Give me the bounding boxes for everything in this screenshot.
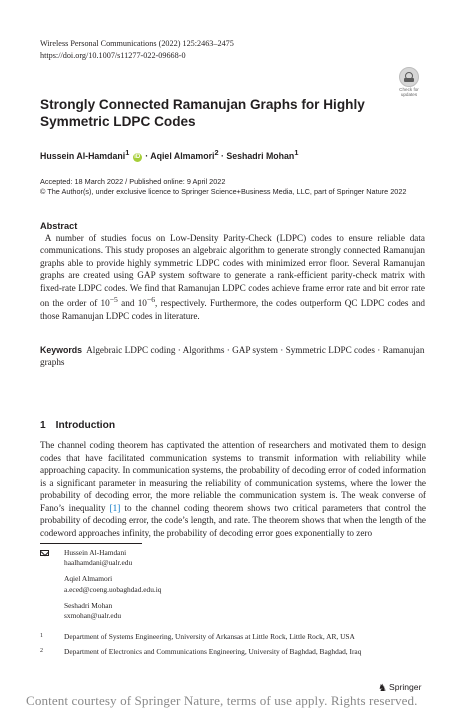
abstract-body	[40, 232, 425, 322]
affiliation-entry	[40, 647, 410, 657]
contact-email[interactable]: a.eced@coeng.uobaghdad.edu.iq	[64, 584, 162, 594]
publication-history	[40, 177, 406, 197]
section-number: 1	[40, 420, 46, 431]
affiliation-number: 1	[40, 633, 43, 639]
keywords-label: Keywords	[40, 345, 83, 355]
contact-entry	[40, 574, 162, 594]
affiliation-number: 2	[40, 648, 43, 654]
author-name[interactable]: Seshadri Mohan	[226, 150, 295, 161]
author-list: Hussein Al-Hamdani$^1$ iD · Aqiel Almamori$^2$ · Seshadri Mohan$^1$	[40, 148, 299, 161]
citation-link[interactable]: [1]	[109, 502, 121, 513]
abstract-exponent-1: −5	[109, 295, 118, 305]
contact-list	[40, 548, 162, 627]
keywords-block	[40, 344, 425, 369]
author-affiliation-mark: 1	[125, 148, 130, 157]
affiliation-text: Department of Electronics and Communications Engineering, University of Baghdad, Baghdad, Iraq	[64, 647, 362, 656]
author-name[interactable]: Hussein Al-Hamdani	[40, 150, 126, 161]
check-for-updates-icon	[399, 67, 419, 87]
affiliation-text: Department of Systems Engineering, University of Arkansas at Little Rock, Little Rock, AR, USA	[64, 632, 355, 641]
journal-header	[40, 38, 234, 61]
dates-line: Accepted: 18 March 2022 / Published online: 9 April 2022	[40, 177, 226, 186]
doi-link[interactable]: https://doi.org/10.1007/s11277-022-09668-0	[40, 50, 186, 60]
orcid-icon[interactable]: iD	[134, 153, 141, 160]
section-heading	[40, 420, 115, 431]
author-affiliation-mark: 1	[294, 148, 299, 157]
mail-icon	[40, 550, 49, 556]
copyright-line: © The Author(s), under exclusive licence to Springer Science+Business Media, LLC, part of Springer Nature 2022	[40, 187, 407, 196]
abstract-heading: Abstract	[40, 221, 78, 231]
contact-email[interactable]: sxmohan@ualr.edu	[64, 611, 122, 621]
springer-horse-icon: ♞	[378, 683, 387, 694]
journal-citation: Wireless Personal Communications (2022) 125:2463–2475	[40, 39, 234, 48]
contact-entry	[40, 548, 162, 568]
contact-entry	[40, 601, 162, 621]
author-name[interactable]: Aqiel Almamori	[150, 150, 215, 161]
abstract-text-1: A number of studies focus on Low-Density Parity-Check (LDPC) codes to ensure reliable data communications. This study proposes an algebraic algorithm to generate strongly connected Ramanujan graphs able to provide highly symmetric LDPC codes with minimized error floor. Several Ramanujan graphs are created using GAP system software to generate a rank-efficient parity-check matrix with fixed-rate LDPC codes. We find that Ramanujan LDPC codes achieve frame error rate and bit error rate on the order of 10	[40, 233, 426, 309]
abstract-text-3: , respectively. Furthermore, the codes outperform QC LDPC codes and those Ramanujan LDPC codes in literature.	[40, 298, 426, 321]
contact-name: Seshadri Mohan	[64, 600, 113, 610]
publisher-name: Springer	[388, 682, 422, 692]
contact-email[interactable]: haalhamdani@ualr.edu	[64, 558, 133, 568]
badge-line2: updates	[400, 92, 418, 98]
section-title: Introduction	[55, 420, 116, 431]
abstract-text-2: and 10	[117, 298, 147, 309]
intro-text-2: to the channel coding theorem shows two critical parameters that control the probability of decoding error, the code’s length, and rate. The theorem shows that when the length of the codeword approaches infinity, the probability of decoding error goes exponentially to zero	[40, 502, 426, 538]
author-affiliation-mark: 2	[214, 148, 219, 157]
footnote-divider	[40, 543, 142, 544]
contact-name: Hussein Al-Hamdani	[64, 548, 127, 557]
abstract-exponent-2: −6	[146, 295, 156, 305]
intro-text-1: The channel coding theorem has captivated the attention of researchers and motivated them to design codes that have facilitated communication systems to transmit information with reliability while approaching capacity. In communication systems, the probability of decoding error of coded information is a significant parameter in measuring the reliability of communication systems, where the lower the probability of decoding error, the more reliable the communication system is. The weak converse of Fano’s inequality	[40, 440, 426, 513]
contact-name: Aqiel Almamori	[64, 574, 113, 584]
paper-title: Strongly Connected Ramanujan Graphs for Highly Symmetric LDPC Codes	[40, 97, 365, 129]
courtesy-watermark: Content courtesy of Springer Nature, terms of use apply. Rights reserved.	[26, 693, 418, 708]
introduction-paragraph	[40, 439, 426, 539]
badge-line1: Check for	[399, 87, 419, 92]
keywords-text: Algebraic LDPC coding · Algorithms · GAP system · Symmetric LDPC codes · Ramanujan graphs	[40, 345, 425, 368]
check-for-updates-badge[interactable]	[392, 67, 426, 99]
affiliation-entry	[40, 632, 410, 642]
